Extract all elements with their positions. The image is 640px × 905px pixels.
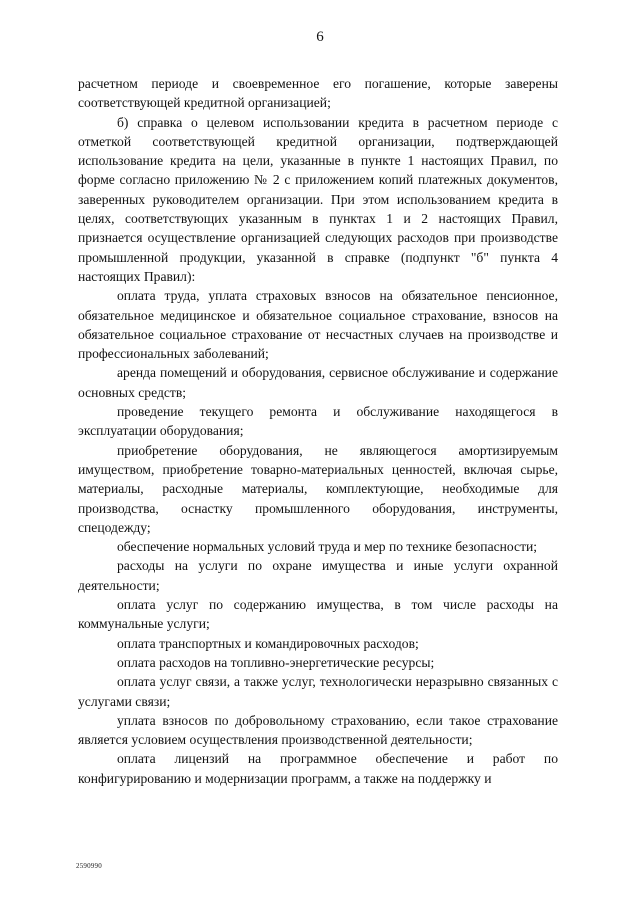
paragraph: уплата взносов по добровольному страхованию, если такое страхование является условием осуществления производственной деятельности; xyxy=(78,712,558,748)
paragraph: оплата услуг по содержанию имущества, в том числе расходы на коммунальные услуги; xyxy=(78,597,558,632)
paragraph: приобретение оборудования, не являющегося амортизируемым имуществом, приобретение товарно-материальных ценностей, включая сырье, материалы, расходные материалы, комплектующие, необходимые для производства, оснастку промышленного оборудования, инструменты, спецодежду; xyxy=(78,442,558,535)
paragraph: проведение текущего ремонта и обслуживание находящегося в эксплуатации оборудования; xyxy=(78,404,558,439)
paragraph: обеспечение нормальных условий труда и мер по технике безопасности; xyxy=(117,539,538,555)
paragraph: оплата лицензий на программное обеспечение и работ по конфигурированию и модернизации программ, а также на поддержку и xyxy=(78,751,558,786)
paragraph: оплата труда, уплата страховых взносов на обязательное пенсионное, обязательное медицинское и обязательное социальное страхование, взносов на обязательное социальное страхование от несчастных случаев на производстве и профессиональных заболеваний; xyxy=(78,288,558,362)
paragraph: оплата расходов на топливно-энергетические ресурсы; xyxy=(117,654,435,670)
paragraph: оплата транспортных и командировочных расходов; xyxy=(117,635,419,651)
paragraph: расчетном периоде и своевременное его погашение, которые заверены соответствующей кредитной организацией; xyxy=(78,76,558,111)
document-body xyxy=(78,74,558,788)
paragraph: б) справка о целевом использовании кредита в расчетном периоде с отметкой соответствующей кредитной организации, подтверждающей использование кредита на цели, указанные в пункте 1 настоящих Правил, по форме согласно приложению № 2 с приложением копий платежных документов, заверенных руководителем организации. При этом использованием кредита в целях, соответствующих указанным в пунктах 1 и 2 настоящих Правил, признается осуществление организацией следующих расходов при производстве промышленной продукции, указанной в справке (подпункт "б" пункта 4 настоящих Правил): xyxy=(78,114,558,284)
page-number: 6 xyxy=(316,29,324,45)
paragraph: расходы на услуги по охране имущества и иные услуги охранной деятельности; xyxy=(78,558,558,593)
paragraph: оплата услуг связи, а также услуг, технологически неразрывно связанных с услугами связи; xyxy=(78,674,558,709)
document-code: 2590990 xyxy=(76,862,102,870)
paragraph: аренда помещений и оборудования, сервисное обслуживание и содержание основных средств; xyxy=(78,365,558,400)
